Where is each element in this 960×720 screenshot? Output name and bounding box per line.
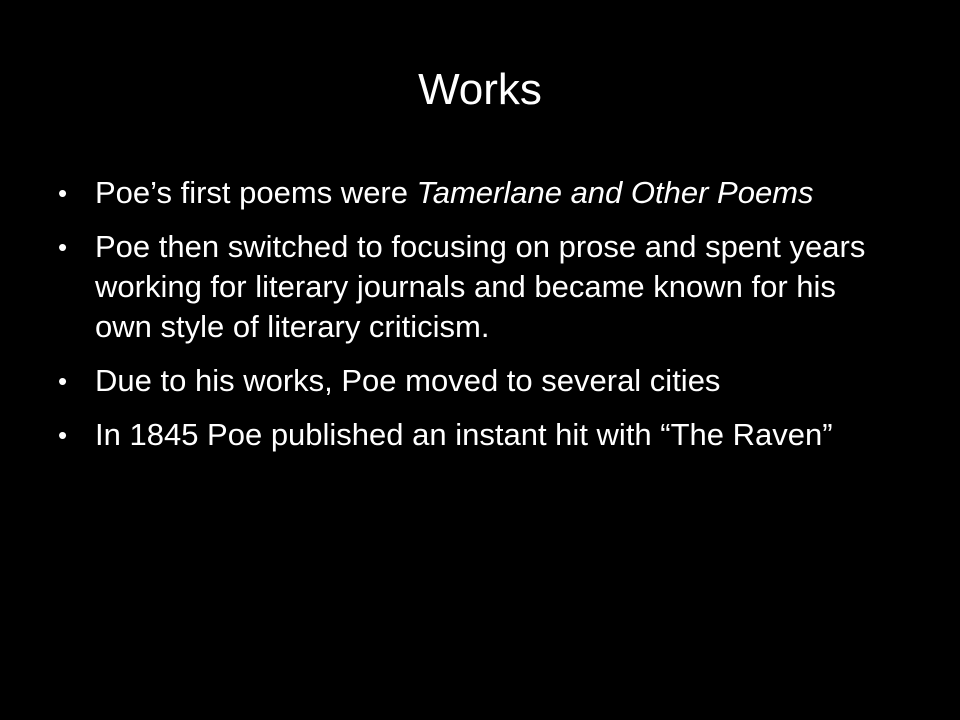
bullet-emphasis-text: Tamerlane and Other Poems: [416, 175, 814, 210]
bullet-item: [58, 173, 888, 213]
bullet-icon: •: [58, 366, 68, 396]
bullet-text: Poe’s first poems were: [95, 175, 417, 210]
bullet-text: Poe then switched to focusing on prose and spent years working for literary journals and became known for his own style of literary criticism.: [95, 229, 866, 344]
bullet-item: [58, 227, 888, 347]
bullet-text: Due to his works, Poe moved to several cities: [95, 363, 721, 398]
bullet-icon: •: [58, 178, 68, 208]
bullet-icon: •: [58, 420, 68, 450]
bullet-item: [58, 361, 888, 401]
bullet-icon: •: [58, 232, 68, 262]
bullet-item: [58, 415, 888, 455]
slide-title: Works: [418, 65, 542, 114]
bullet-text: In 1845 Poe published an instant hit with “The Raven”: [95, 417, 833, 452]
bullet-list: [58, 173, 888, 469]
